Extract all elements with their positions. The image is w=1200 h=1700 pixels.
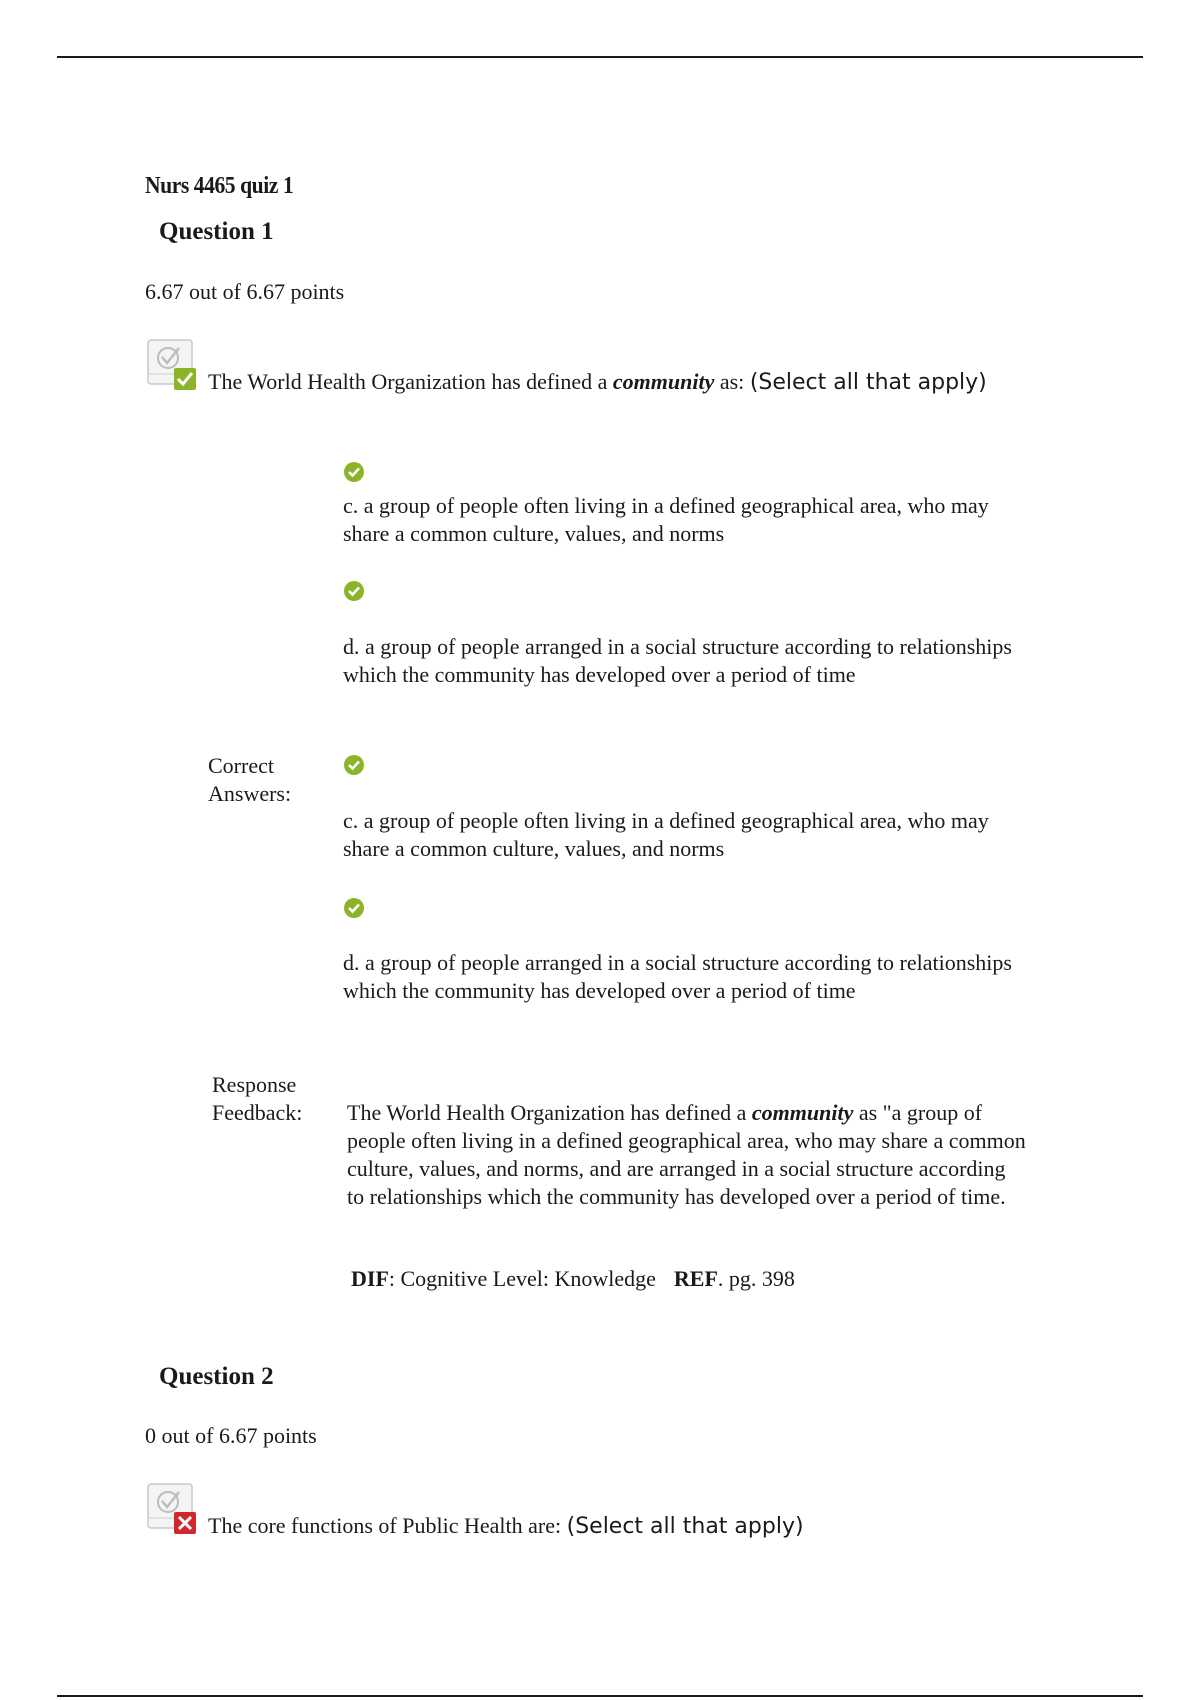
question-2-score: 0 out of 6.67 points — [145, 1423, 317, 1448]
question-1-score: 6.67 out of 6.67 points — [145, 279, 345, 304]
correct-answers-label: Correct Answers: — [208, 753, 292, 806]
correct-answer-c: c. a group of people often living in a defined geographical area, who may share a common culture, values, and norms — [343, 808, 989, 861]
bottom-rule — [57, 1695, 1143, 1697]
document-title: Nurs 4465 quiz 1 — [145, 173, 294, 199]
correct-check-icon — [343, 580, 365, 602]
correct-check-icon — [343, 754, 365, 776]
select-all-note: (Select all that apply) — [566, 1514, 804, 1539]
question-2-heading: Question 2 — [159, 1363, 274, 1390]
top-rule — [57, 56, 1143, 58]
correct-check-icon — [343, 461, 365, 483]
question-1-prompt: The World Health Organization has defined a community as: (Select all that apply) — [208, 369, 987, 395]
selected-answer-d: d. a group of people arranged in a social structure according to relationships which the community has developed over a period of time — [343, 634, 1012, 687]
correct-check-icon — [343, 897, 365, 919]
dif-ref-line: DIF: Cognitive Level: Knowledge REF. pg. 398 — [351, 1266, 795, 1291]
correct-answer-d: d. a group of people arranged in a social structure according to relationships which the community has developed over a period of time — [343, 950, 1012, 1003]
response-feedback-label: Response Feedback: — [212, 1072, 303, 1125]
response-feedback-text: The World Health Organization has defined a community as "a group of people often living in a defined geographical area, who may share a common culture, values, and norms, and are arranged in a social structure according to relationships which the community has developed over a period of time. — [347, 1100, 1026, 1209]
selected-answer-c: c. a group of people often living in a defined geographical area, who may share a common culture, values, and norms — [343, 493, 989, 546]
select-all-note: (Select all that apply) — [749, 370, 987, 395]
question-2-prompt: The core functions of Public Health are: (Select all that apply) — [208, 1513, 804, 1539]
question-1-heading: Question 1 — [159, 218, 274, 245]
